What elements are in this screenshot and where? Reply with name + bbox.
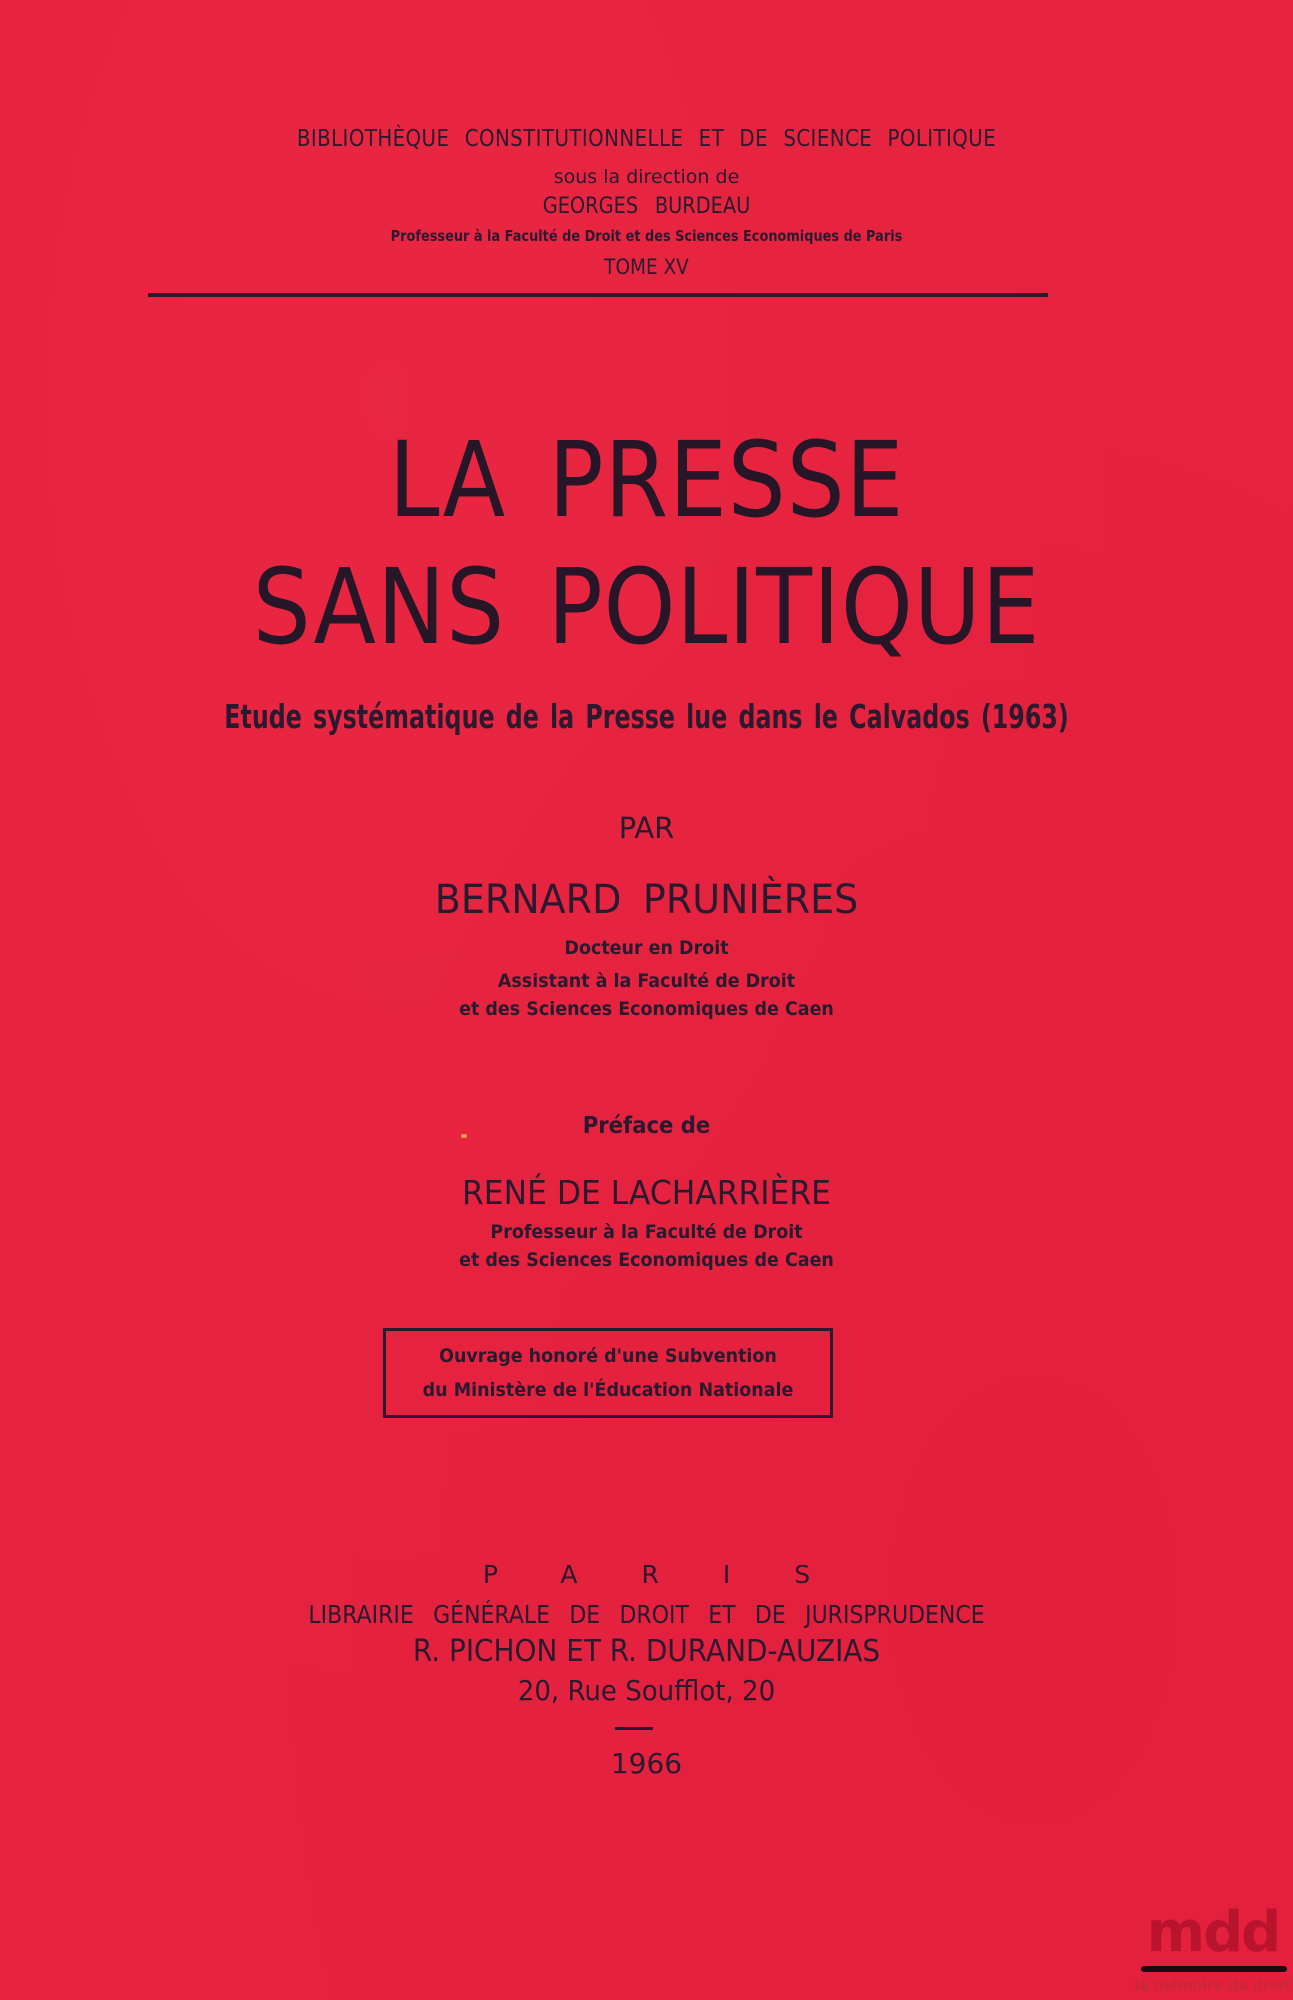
subsidy-notice-line-1: Ouvrage honoré d'une Subvention [439, 1345, 777, 1367]
author-name: BERNARD PRUNIÈRES [434, 877, 859, 923]
subsidy-notice-box [383, 1328, 833, 1418]
author-affiliation: et des Sciences Economiques de Caen [459, 998, 834, 1020]
book-title-line-2: SANS POLITIQUE [252, 546, 1041, 668]
mdd-logo-icon: mdd [1146, 1900, 1280, 1965]
author-affiliation: Assistant à la Faculté de Droit [497, 970, 796, 992]
preface-author-name: RENÉ DE LACHARRIÈRE [462, 1173, 831, 1212]
series-director-title: Professeur à la Faculté de Droit et des Sciences Economiques de Paris [390, 227, 903, 245]
book-title-line-1: LA PRESSE [388, 419, 905, 541]
year-separator [615, 1727, 653, 1730]
book-subtitle: Etude systématique de la Presse lue dans le Calvados (1963) [224, 697, 1069, 736]
tome-number: TOME XV [604, 255, 689, 279]
mdd-logo [1133, 1900, 1293, 2000]
publication-year: 1966 [610, 1747, 683, 1780]
preface-author-affiliation: et des Sciences Economiques de Caen [459, 1249, 834, 1271]
subsidy-notice-line-2: du Ministère de l'Éducation Nationale [422, 1379, 794, 1401]
author-affiliation: Docteur en Droit [564, 937, 729, 959]
preface-label: Préface de [582, 1113, 711, 1139]
series-director-name: GEORGES BURDEAU [542, 194, 751, 219]
series-direction-label: sous la direction de [553, 166, 740, 188]
logo-underline [1141, 1966, 1287, 1972]
header-divider [148, 293, 1048, 297]
publisher-owners: R. PICHON ET R. DURAND-AUZIAS [412, 1634, 881, 1669]
publisher-city: PARIS [482, 1560, 875, 1589]
series-title: BIBLIOTHÈQUE CONSTITUTIONNELLE ET DE SCIENCE POLITIQUE [296, 126, 997, 152]
logo-caption: la mémoire du droit [1134, 1978, 1292, 1994]
publisher-name: LIBRAIRIE GÉNÉRALE DE DROIT ET DE JURISPRUDENCE [308, 1600, 985, 1629]
publisher-address: 20, Rue Soufflot, 20 [517, 1674, 776, 1707]
by-label: PAR [618, 811, 675, 845]
preface-author-affiliation: Professeur à la Faculté de Droit [490, 1221, 803, 1243]
